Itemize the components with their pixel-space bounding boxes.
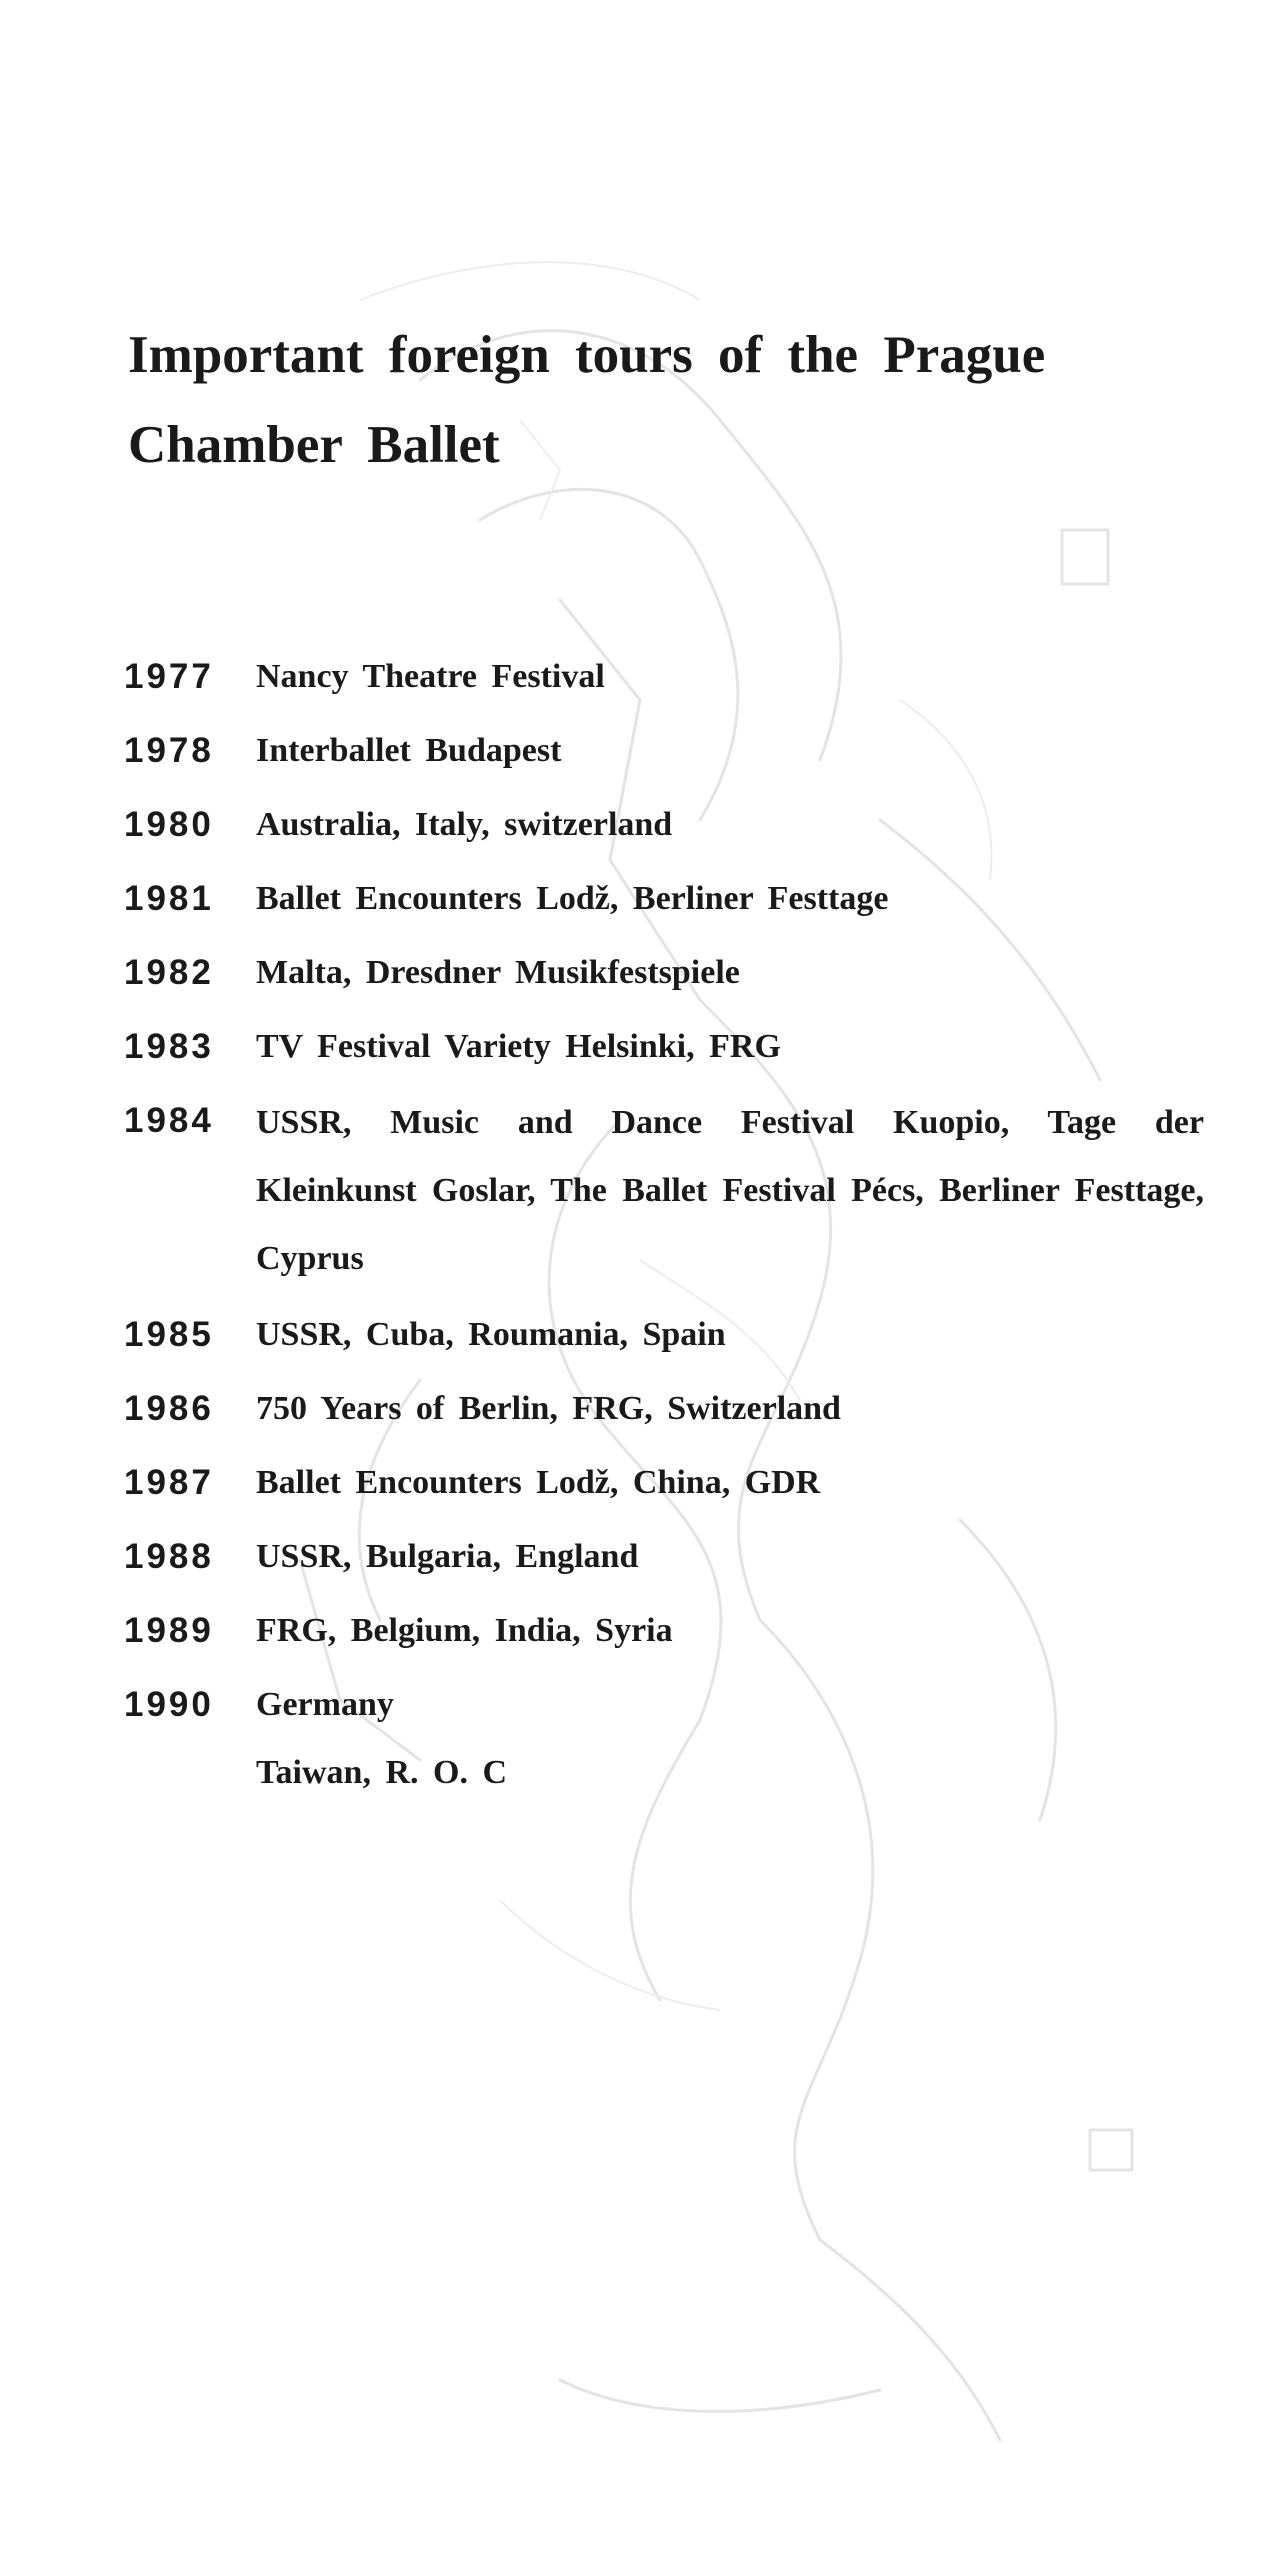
tour-destinations: Taiwan, R. O. C	[256, 1754, 508, 1791]
tour-year: 1982	[124, 953, 214, 992]
tour-destinations: 750 Years of Berlin, FRG, Switzerland	[256, 1390, 841, 1427]
tour-destinations: Nancy Theatre Festival	[256, 658, 605, 695]
tour-year: 1988	[124, 1537, 214, 1576]
tour-row-1982	[124, 941, 1214, 1005]
tour-row-1989	[124, 1599, 1214, 1663]
tour-destinations: Australia, Italy, switzerland	[256, 806, 673, 843]
tour-row-1981	[124, 867, 1214, 931]
tour-year: 1985	[124, 1315, 214, 1354]
tour-year: 1987	[124, 1463, 214, 1502]
page-title: Important foreign tours of the Prague Chamber Ballet	[128, 326, 1046, 474]
tour-year: 1984	[124, 1101, 214, 1140]
tour-year: 1980	[124, 805, 214, 844]
tour-year: 1986	[124, 1389, 214, 1428]
tours-list	[124, 645, 1214, 1815]
tour-destinations: USSR, Music and Dance Festival Kuopio, Tage der Kleinkunst Goslar, The Ballet Festival Pécs, Berliner Festtage, Cyprus	[256, 1104, 1204, 1277]
tour-row-1985	[124, 1303, 1214, 1367]
tour-row-1983	[124, 1015, 1214, 1079]
tour-year: 1978	[124, 731, 214, 770]
tour-destinations: Interballet Budapest	[256, 732, 562, 769]
tour-destinations: TV Festival Variety Helsinki, FRG	[256, 1028, 781, 1065]
tour-year: 1989	[124, 1611, 214, 1650]
tour-row-1984	[124, 1089, 1214, 1293]
tour-year: 1990	[124, 1685, 214, 1724]
tour-destinations: Ballet Encounters Lodž, China, GDR	[256, 1464, 821, 1501]
tour-row-1978	[124, 719, 1214, 783]
tour-destinations: Germany	[256, 1686, 394, 1723]
tour-destinations: USSR, Cuba, Roumania, Spain	[256, 1316, 726, 1353]
tour-destinations: Malta, Dresdner Musikfestspiele	[256, 954, 740, 991]
tour-destinations: FRG, Belgium, India, Syria	[256, 1612, 673, 1649]
tour-row-1986	[124, 1377, 1214, 1441]
tour-year: 1983	[124, 1027, 214, 1066]
tour-row-1988	[124, 1525, 1214, 1589]
tour-row-1977	[124, 645, 1214, 709]
tour-row-1990	[124, 1673, 1214, 1737]
tour-row-1990-continued	[124, 1741, 1214, 1805]
tour-year: 1981	[124, 879, 214, 918]
tour-row-1980	[124, 793, 1214, 857]
tour-year: 1977	[124, 657, 214, 696]
tour-row-1987	[124, 1451, 1214, 1515]
tour-destinations: Ballet Encounters Lodž, Berliner Festtage	[256, 880, 889, 917]
tour-destinations: USSR, Bulgaria, England	[256, 1538, 639, 1575]
